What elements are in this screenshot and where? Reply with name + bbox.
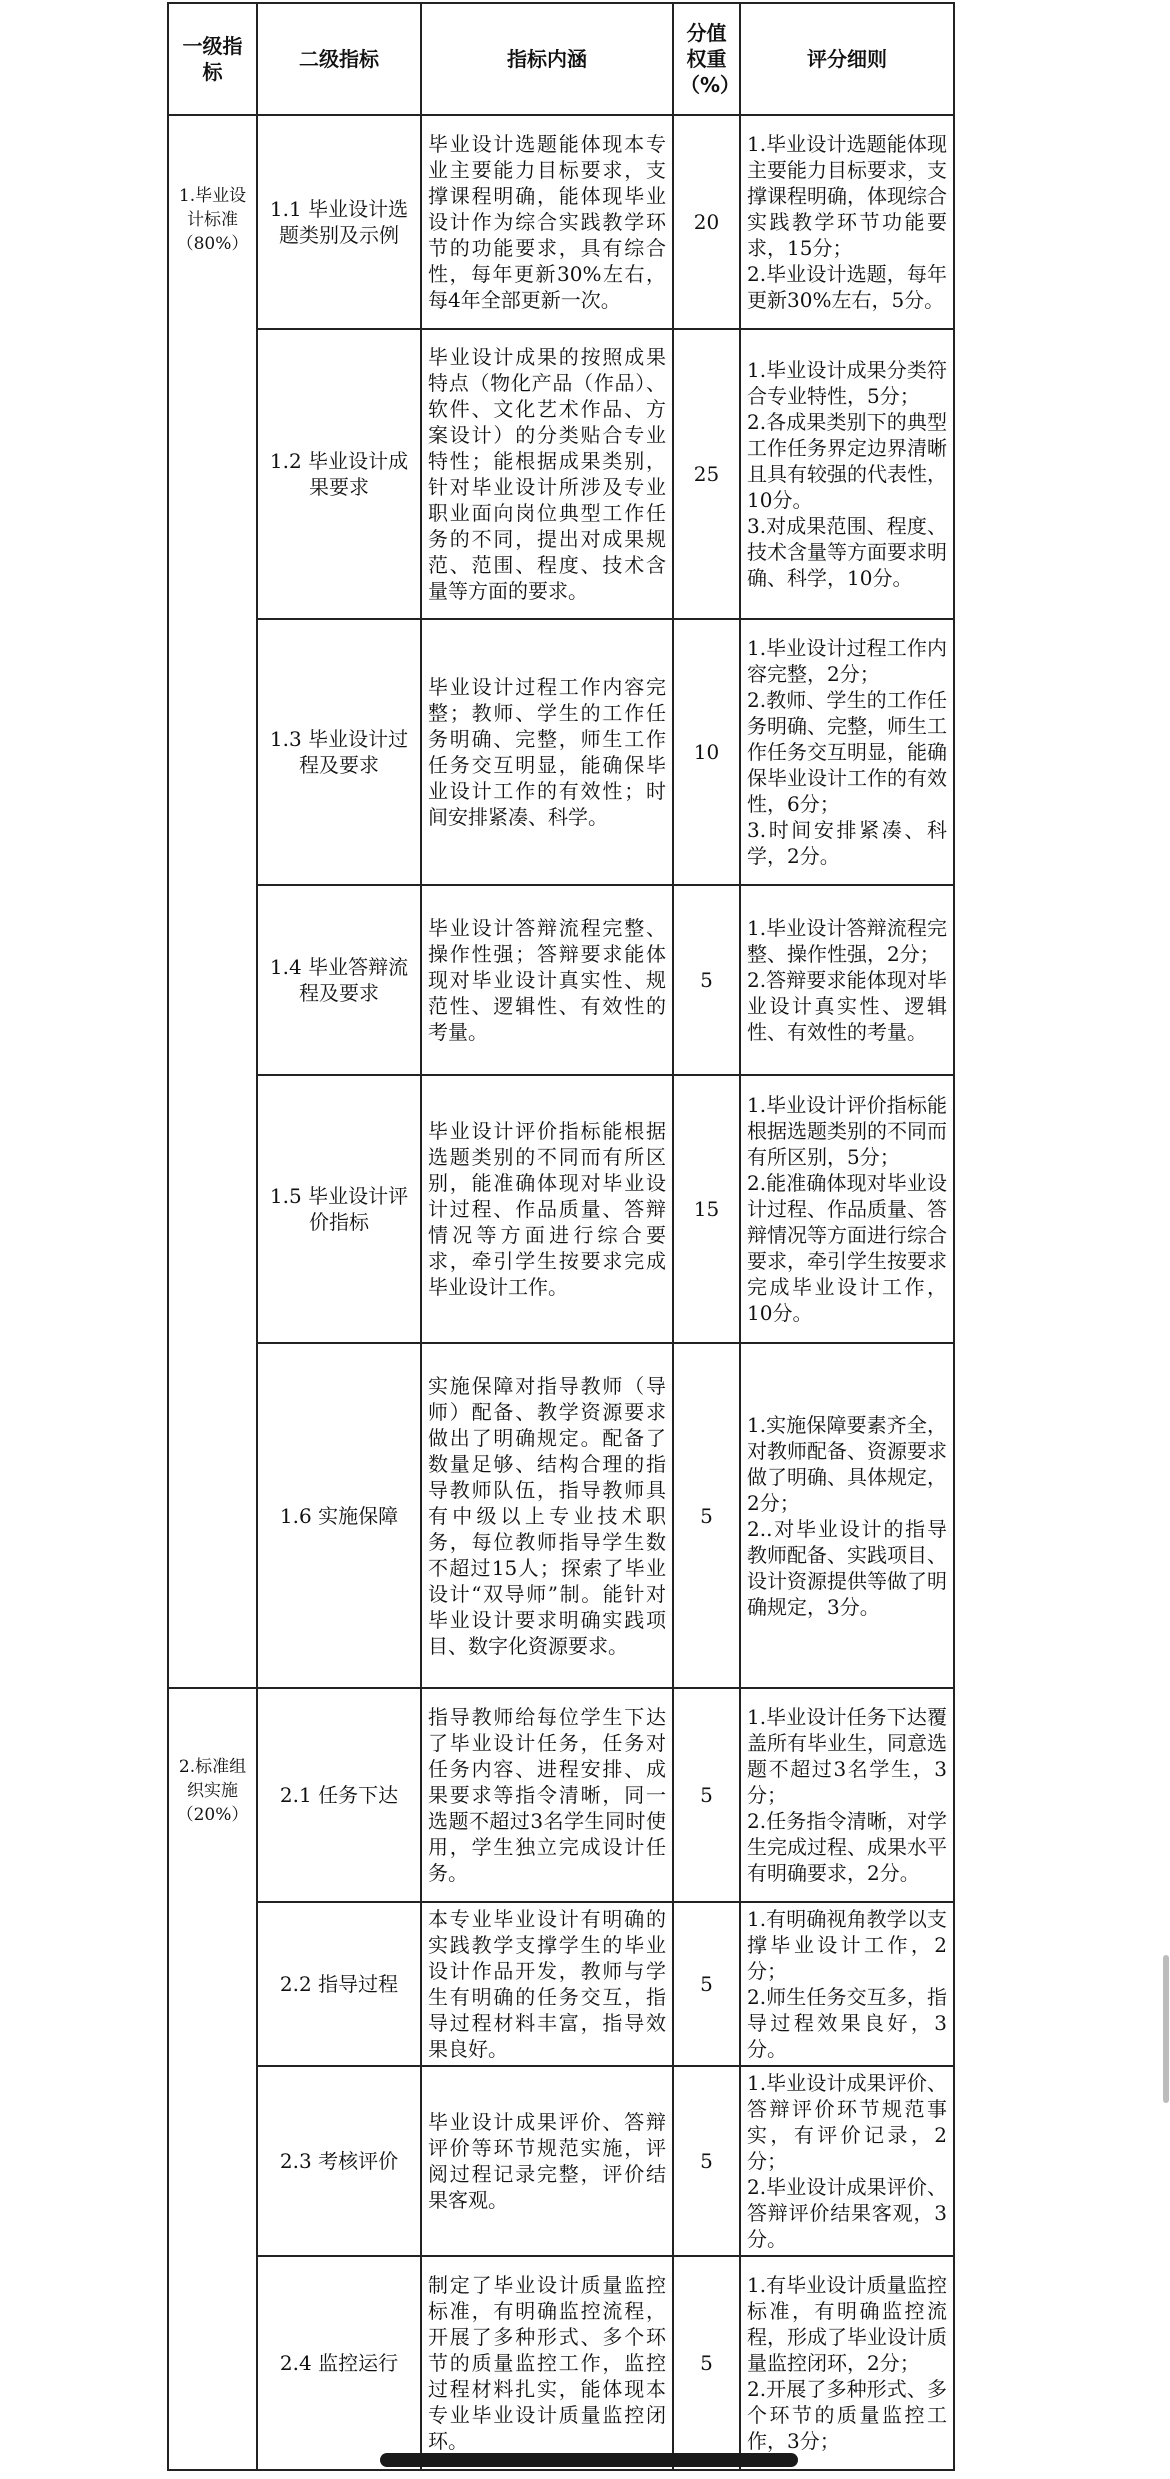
table-row <box>168 2066 954 2256</box>
header-level2: 二级指标 <box>257 3 421 115</box>
level1-cell: 1.毕业设计标准（80%） <box>168 115 257 1688</box>
table-row <box>168 885 954 1075</box>
level2-cell: 1.6 实施保障 <box>257 1343 421 1688</box>
level2-cell: 2.2 指导过程 <box>257 1902 421 2066</box>
table-row <box>168 329 954 619</box>
content-cell: 毕业设计答辩流程完整、操作性强；答辩要求能体现对毕业设计真实性、规范性、逻辑性、有效性的考量。 <box>421 885 673 1075</box>
table-row <box>168 2256 954 2470</box>
criteria-cell: 1.毕业设计选题能体现主要能力目标要求，支撑课程明确，体现综合实践教学环节功能要求，15分； 2.毕业设计选题，每年更新30%左右，5分。 <box>740 115 954 329</box>
table-header-row <box>168 3 954 115</box>
content-cell: 指导教师给每位学生下达了毕业设计任务，任务对任务内容、进程安排、成果要求等指令清晰，同一选题不超过3名学生同时使用，学生独立完成设计任务。 <box>421 1688 673 1902</box>
content-cell: 实施保障对指导教师（导师）配备、教学资源要求做出了明确规定。配备了数量足够、结构合理的指导教师队伍，指导教师具有中级以上专业技术职务，每位教师指导学生数不超过15人；探索了毕业设计“双导师”制。能针对毕业设计要求明确实践项目、数字化资源要求。 <box>421 1343 673 1688</box>
weight-cell: 25 <box>673 329 740 619</box>
content-cell: 毕业设计过程工作内容完整；教师、学生的工作任务明确、完整，师生工作任务交互明显，能确保毕业设计工作的有效性；时间安排紧凑、科学。 <box>421 619 673 885</box>
home-indicator[interactable] <box>380 2453 798 2467</box>
weight-cell: 5 <box>673 2066 740 2256</box>
content-cell: 制定了毕业设计质量监控标准，有明确监控流程，开展了多种形式、多个环节的质量监控工作，监控过程材料扎实，能体现本专业毕业设计质量监控闭环。 <box>421 2256 673 2470</box>
content-cell: 本专业毕业设计有明确的实践教学支撑学生的毕业设计作品开发，教师与学生有明确的任务交互，指导过程材料丰富，指导效果良好。 <box>421 1902 673 2066</box>
level2-cell: 1.2 毕业设计成果要求 <box>257 329 421 619</box>
level2-cell: 2.3 考核评价 <box>257 2066 421 2256</box>
weight-cell: 5 <box>673 885 740 1075</box>
criteria-cell: 1.毕业设计评价指标能根据选题类别的不同而有所区别，5分； 2.能准确体现对毕业设计过程、作品质量、答辩情况等方面进行综合要求，牵引学生按要求完成毕业设计工作，10分。 <box>740 1075 954 1343</box>
content-cell: 毕业设计评价指标能根据选题类别的不同而有所区别，能准确体现对毕业设计过程、作品质量、答辩情况等方面进行综合要求，牵引学生按要求完成毕业设计工作。 <box>421 1075 673 1343</box>
level2-cell: 1.1 毕业设计选题类别及示例 <box>257 115 421 329</box>
criteria-cell: 1.有明确视角教学以支撑毕业设计工作，2分； 2.师生任务交互多，指导过程效果良好，3分。 <box>740 1902 954 2066</box>
vertical-scrollbar[interactable] <box>1163 1955 1169 2103</box>
criteria-cell: 1.实施保障要素齐全，对教师配备、资源要求做了明确、具体规定，2分； 2..对毕业设计的指导教师配备、实践项目、设计资源提供等做了明确规定，3分。 <box>740 1343 954 1688</box>
level1-cell: 2.标准组织实施（20%） <box>168 1688 257 2470</box>
content-cell: 毕业设计选题能体现本专业主要能力目标要求，支撑课程明确，能体现毕业设计作为综合实践教学环节的功能要求，具有综合性，每年更新30%左右，每4年全部更新一次。 <box>421 115 673 329</box>
criteria-cell: 1.毕业设计成果评价、答辩评价环节规范事实，有评价记录，2分； 2.毕业设计成果评价、答辩评价结果客观，3分。 <box>740 2066 954 2256</box>
header-criteria: 评分细则 <box>740 3 954 115</box>
weight-cell: 15 <box>673 1075 740 1343</box>
table-row <box>168 1075 954 1343</box>
content-cell: 毕业设计成果评价、答辩评价等环节规范实施，评阅过程记录完整，评价结果客观。 <box>421 2066 673 2256</box>
criteria-cell: 1.毕业设计任务下达覆盖所有毕业生，同意选题不超过3名学生，3分； 2.任务指令清晰，对学生完成过程、成果水平有明确要求，2分。 <box>740 1688 954 1902</box>
criteria-cell: 1.毕业设计成果分类符合专业特性，5分； 2.各成果类别下的典型工作任务界定边界清晰且具有较强的代表性，10分。 3.对成果范围、程度、技术含量等方面要求明确、科学，10分。 <box>740 329 954 619</box>
criteria-cell: 1.毕业设计过程工作内容完整，2分； 2.教师、学生的工作任务明确、完整，师生工作任务交互明显，能确保毕业设计工作的有效性，6分； 3.时间安排紧凑、科学，2分。 <box>740 619 954 885</box>
level2-cell: 2.1 任务下达 <box>257 1688 421 1902</box>
weight-cell: 5 <box>673 2256 740 2470</box>
weight-cell: 20 <box>673 115 740 329</box>
table-row <box>168 619 954 885</box>
table-row <box>168 1688 954 1902</box>
criteria-cell: 1.毕业设计答辩流程完整、操作性强，2分； 2.答辩要求能体现对毕业设计真实性、逻辑性、有效性的考量。 <box>740 885 954 1075</box>
weight-cell: 5 <box>673 1688 740 1902</box>
level2-cell: 1.5 毕业设计评价指标 <box>257 1075 421 1343</box>
header-level1: 一级指标 <box>168 3 257 115</box>
criteria-cell: 1.有毕业设计质量监控标准，有明确监控流程，形成了毕业设计质量监控闭环，2分； 2.开展了多种形式、多个环节的质量监控工作，3分； <box>740 2256 954 2470</box>
level2-cell: 1.3 毕业设计过程及要求 <box>257 619 421 885</box>
evaluation-table <box>167 2 955 2471</box>
header-weight: 分值权重（%） <box>673 3 740 115</box>
content-cell: 毕业设计成果的按照成果特点（物化产品（作品）、软件、文化艺术作品、方案设计）的分类贴合专业特性；能根据成果类别，针对毕业设计所涉及专业职业面向岗位典型工作任务的不同，提出对成果规范、范围、程度、技术含量等方面的要求。 <box>421 329 673 619</box>
table-row <box>168 1343 954 1688</box>
weight-cell: 10 <box>673 619 740 885</box>
table-row <box>168 115 954 329</box>
table-row <box>168 1902 954 2066</box>
weight-cell: 5 <box>673 1902 740 2066</box>
weight-cell: 5 <box>673 1343 740 1688</box>
level2-cell: 1.4 毕业答辩流程及要求 <box>257 885 421 1075</box>
level2-cell: 2.4 监控运行 <box>257 2256 421 2470</box>
header-content: 指标内涵 <box>421 3 673 115</box>
